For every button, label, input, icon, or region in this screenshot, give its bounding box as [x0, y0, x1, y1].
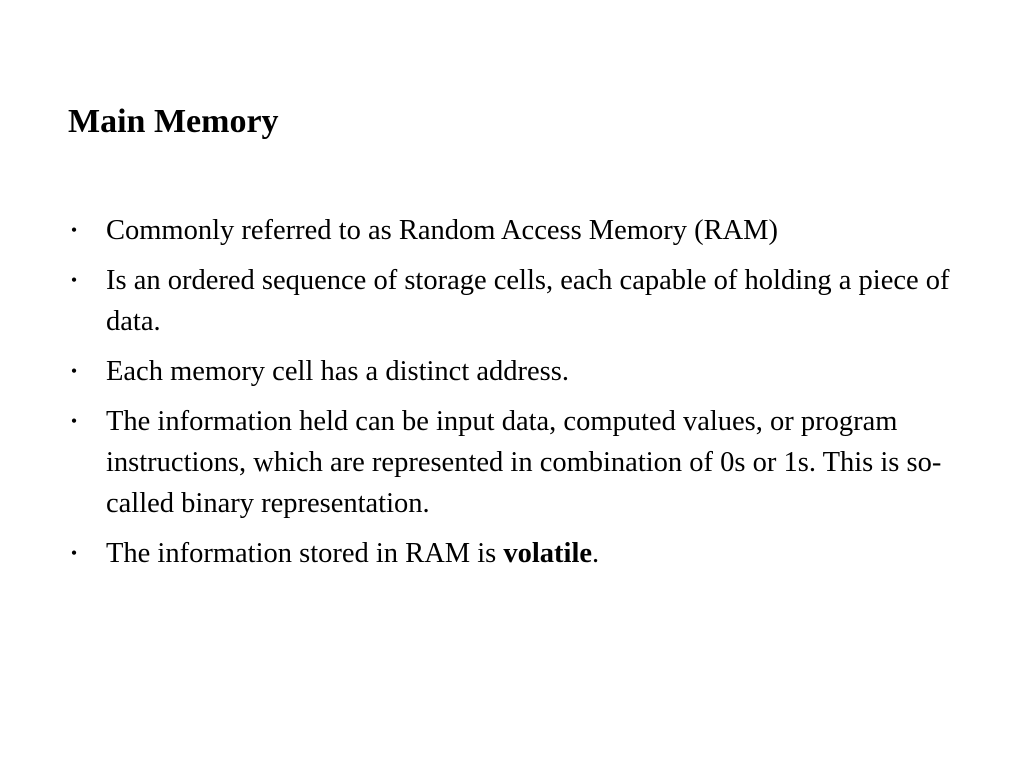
bullet-item-storage-cells	[68, 260, 968, 342]
bullet-item-ram	[68, 210, 968, 251]
bullet-icon: •	[70, 543, 78, 563]
slide-title: Main Memory	[68, 103, 279, 140]
bullet-icon: •	[70, 220, 78, 240]
bullet-icon: •	[70, 361, 78, 381]
bullet-item-volatile	[68, 533, 968, 574]
bullet-text: Each memory cell has a distinct address.	[106, 356, 569, 387]
bullet-text: Is an ordered sequence of storage cells, each capable of holding a piece of data.	[106, 265, 950, 337]
bullet-item-information-held	[68, 401, 968, 524]
emphasis-volatile: volatile	[503, 538, 593, 569]
bullet-icon: •	[70, 270, 78, 290]
bullet-text-after: .	[592, 538, 600, 569]
bullet-text: The information held can be input data, computed values, or program instructions, which are represented in combination of 0s or 1s. This is so-called binary representation.	[106, 406, 942, 519]
bullet-list	[68, 210, 968, 583]
bullet-text-before: The information stored in RAM is	[106, 538, 504, 569]
bullet-text	[106, 533, 968, 574]
bullet-item-address	[68, 351, 968, 392]
bullet-text: Commonly referred to as Random Access Memory (RAM)	[106, 215, 778, 246]
bullet-icon: •	[70, 411, 78, 431]
